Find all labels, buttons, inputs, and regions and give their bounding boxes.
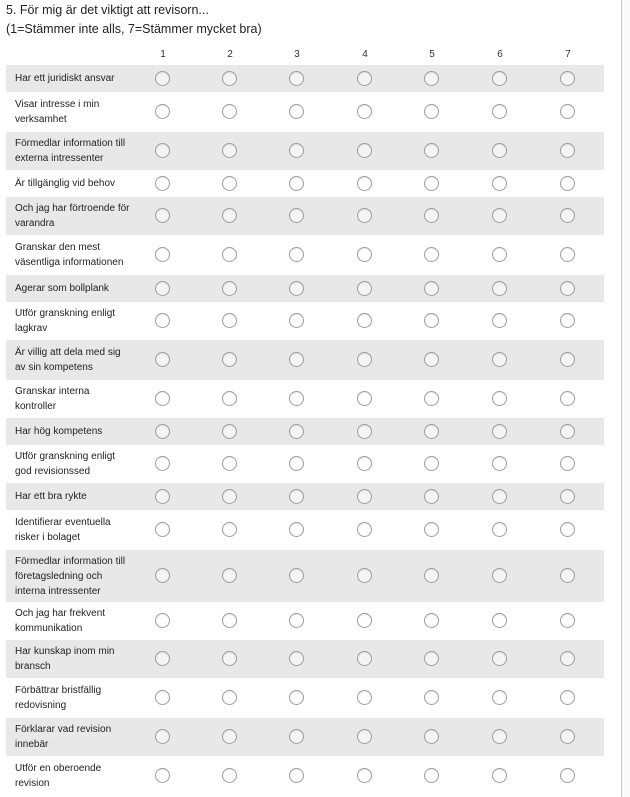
scale-label-4: 4 [362, 49, 368, 60]
radio-option-6[interactable] [492, 613, 507, 628]
row-label: Och jag har frekvent kommunikation [15, 608, 106, 634]
radio-option-3[interactable] [289, 313, 304, 328]
row-label: Identifierar eventuella risker i bolaget [15, 517, 111, 543]
row-label: Utför granskning enligt lagkrav [15, 308, 116, 334]
matrix-row [6, 197, 604, 235]
row-label: Visar intresse i min verksamhet [15, 99, 100, 125]
radio-option-3[interactable] [289, 281, 304, 296]
row-label: Förmedlar information till externa intressenter [15, 138, 126, 164]
radio-option-4[interactable] [357, 143, 372, 158]
radio-option-6[interactable] [492, 456, 507, 471]
radio-option-1[interactable] [155, 522, 170, 537]
radio-option-2[interactable] [222, 176, 237, 191]
radio-option-2[interactable] [222, 352, 237, 367]
radio-option-2[interactable] [222, 424, 237, 439]
matrix-row [6, 418, 604, 445]
matrix-row [6, 92, 604, 132]
radio-option-5[interactable] [424, 247, 439, 262]
radio-option-3[interactable] [289, 424, 304, 439]
radio-option-2[interactable] [222, 281, 237, 296]
radio-option-4[interactable] [357, 651, 372, 666]
radio-option-4[interactable] [357, 729, 372, 744]
radio-option-6[interactable] [492, 313, 507, 328]
radio-option-3[interactable] [289, 568, 304, 583]
radio-option-4[interactable] [357, 424, 372, 439]
radio-option-7[interactable] [560, 424, 575, 439]
radio-option-1[interactable] [155, 208, 170, 223]
radio-option-1[interactable] [155, 456, 170, 471]
row-label: Har hög kompetens [15, 426, 103, 437]
radio-option-5[interactable] [424, 768, 439, 783]
radio-option-6[interactable] [492, 489, 507, 504]
radio-option-1[interactable] [155, 729, 170, 744]
radio-option-6[interactable] [492, 352, 507, 367]
radio-option-1[interactable] [155, 143, 170, 158]
radio-option-5[interactable] [424, 522, 439, 537]
radio-option-6[interactable] [492, 104, 507, 119]
radio-option-1[interactable] [155, 391, 170, 406]
matrix-row [6, 756, 604, 796]
page-frame-edge [621, 0, 630, 797]
radio-option-7[interactable] [560, 729, 575, 744]
radio-option-2[interactable] [222, 568, 237, 583]
radio-option-4[interactable] [357, 247, 372, 262]
radio-option-3[interactable] [289, 71, 304, 86]
question-subtitle: (1=Stämmer inte alls, 7=Stämmer mycket bra) [6, 22, 262, 36]
radio-option-1[interactable] [155, 247, 170, 262]
radio-option-5[interactable] [424, 489, 439, 504]
radio-option-3[interactable] [289, 768, 304, 783]
matrix-rows [6, 65, 604, 796]
radio-option-2[interactable] [222, 690, 237, 705]
radio-option-2[interactable] [222, 729, 237, 744]
radio-option-5[interactable] [424, 568, 439, 583]
matrix-row [6, 65, 604, 92]
radio-option-2[interactable] [222, 104, 237, 119]
radio-option-3[interactable] [289, 391, 304, 406]
radio-option-1[interactable] [155, 281, 170, 296]
radio-option-5[interactable] [424, 313, 439, 328]
question-heading [6, 1, 262, 39]
radio-option-6[interactable] [492, 768, 507, 783]
radio-option-5[interactable] [424, 651, 439, 666]
radio-option-4[interactable] [357, 104, 372, 119]
row-label: Har ett bra rykte [15, 491, 87, 502]
radio-option-6[interactable] [492, 522, 507, 537]
radio-option-7[interactable] [560, 104, 575, 119]
row-label: Har ett juridiskt ansvar [15, 73, 115, 84]
radio-option-7[interactable] [560, 71, 575, 86]
row-label: Agerar som bollplank [15, 283, 109, 294]
radio-option-2[interactable] [222, 208, 237, 223]
radio-option-4[interactable] [357, 690, 372, 705]
matrix-row [6, 380, 604, 418]
radio-option-5[interactable] [424, 690, 439, 705]
scale-label-2: 2 [227, 49, 233, 60]
row-label: Granskar interna kontroller [15, 386, 90, 412]
radio-option-2[interactable] [222, 391, 237, 406]
radio-option-1[interactable] [155, 352, 170, 367]
radio-option-7[interactable] [560, 313, 575, 328]
radio-option-7[interactable] [560, 281, 575, 296]
radio-option-6[interactable] [492, 729, 507, 744]
radio-option-5[interactable] [424, 143, 439, 158]
radio-option-6[interactable] [492, 281, 507, 296]
row-label: Och jag har förtroende för varandra [15, 203, 130, 229]
matrix-row [6, 483, 604, 510]
radio-option-3[interactable] [289, 522, 304, 537]
radio-option-1[interactable] [155, 424, 170, 439]
radio-option-7[interactable] [560, 651, 575, 666]
radio-option-3[interactable] [289, 613, 304, 628]
radio-option-4[interactable] [357, 522, 372, 537]
radio-option-7[interactable] [560, 176, 575, 191]
matrix-row [6, 602, 604, 640]
radio-option-6[interactable] [492, 143, 507, 158]
radio-option-7[interactable] [560, 208, 575, 223]
matrix-row [6, 640, 604, 678]
radio-option-2[interactable] [222, 71, 237, 86]
matrix-row [6, 235, 604, 275]
radio-option-4[interactable] [357, 352, 372, 367]
radio-option-5[interactable] [424, 613, 439, 628]
radio-option-5[interactable] [424, 176, 439, 191]
radio-option-4[interactable] [357, 281, 372, 296]
radio-option-6[interactable] [492, 71, 507, 86]
row-label: Förklarar vad revision innebär [15, 724, 112, 750]
radio-option-3[interactable] [289, 690, 304, 705]
scale-label-6: 6 [497, 49, 503, 60]
radio-option-7[interactable] [560, 489, 575, 504]
radio-option-4[interactable] [357, 489, 372, 504]
row-label: Utför en oberoende revision [15, 763, 102, 789]
radio-option-4[interactable] [357, 456, 372, 471]
radio-option-7[interactable] [560, 352, 575, 367]
row-label: Förbättrar bristfällig redovisning [15, 685, 102, 711]
radio-option-6[interactable] [492, 690, 507, 705]
row-label: Utför granskning enligt god revisionssed [15, 451, 116, 477]
radio-option-5[interactable] [424, 71, 439, 86]
radio-option-6[interactable] [492, 247, 507, 262]
radio-option-3[interactable] [289, 247, 304, 262]
radio-option-4[interactable] [357, 568, 372, 583]
radio-option-4[interactable] [357, 71, 372, 86]
matrix-row [6, 340, 604, 380]
radio-option-4[interactable] [357, 313, 372, 328]
row-label: Granskar den mest väsentliga informationen [15, 242, 124, 268]
radio-option-7[interactable] [560, 522, 575, 537]
scale-label-5: 5 [429, 49, 435, 60]
matrix-row [6, 170, 604, 197]
radio-option-6[interactable] [492, 176, 507, 191]
radio-option-6[interactable] [492, 424, 507, 439]
radio-option-2[interactable] [222, 522, 237, 537]
radio-option-4[interactable] [357, 391, 372, 406]
matrix-row [6, 275, 604, 302]
radio-option-5[interactable] [424, 104, 439, 119]
radio-option-5[interactable] [424, 281, 439, 296]
radio-option-3[interactable] [289, 352, 304, 367]
radio-option-5[interactable] [424, 352, 439, 367]
radio-option-4[interactable] [357, 768, 372, 783]
question-title: 5. För mig är det viktigt att revisorn... [6, 3, 209, 17]
radio-option-3[interactable] [289, 176, 304, 191]
matrix-row [6, 132, 604, 170]
radio-option-1[interactable] [155, 768, 170, 783]
radio-option-7[interactable] [560, 768, 575, 783]
radio-option-1[interactable] [155, 568, 170, 583]
scale-header [6, 49, 604, 63]
radio-option-3[interactable] [289, 104, 304, 119]
scale-label-1: 1 [160, 49, 166, 60]
radio-option-3[interactable] [289, 489, 304, 504]
row-label: Är villig att dela med sig av sin kompetens [15, 347, 121, 373]
radio-option-1[interactable] [155, 71, 170, 86]
radio-option-2[interactable] [222, 613, 237, 628]
matrix-row [6, 678, 604, 718]
matrix-row [6, 445, 604, 483]
radio-option-7[interactable] [560, 247, 575, 262]
radio-option-4[interactable] [357, 208, 372, 223]
matrix-row [6, 510, 604, 550]
radio-option-6[interactable] [492, 651, 507, 666]
radio-option-3[interactable] [289, 729, 304, 744]
row-label: Förmedlar information till företagsledning och interna intressenter [15, 555, 126, 597]
radio-option-1[interactable] [155, 690, 170, 705]
radio-option-5[interactable] [424, 424, 439, 439]
radio-option-6[interactable] [492, 568, 507, 583]
radio-option-3[interactable] [289, 208, 304, 223]
radio-option-2[interactable] [222, 143, 237, 158]
radio-option-7[interactable] [560, 690, 575, 705]
radio-option-7[interactable] [560, 143, 575, 158]
radio-option-1[interactable] [155, 104, 170, 119]
radio-option-1[interactable] [155, 651, 170, 666]
radio-option-7[interactable] [560, 456, 575, 471]
radio-option-7[interactable] [560, 613, 575, 628]
matrix-row [6, 302, 604, 340]
radio-option-1[interactable] [155, 313, 170, 328]
radio-option-5[interactable] [424, 456, 439, 471]
matrix-row [6, 718, 604, 756]
radio-option-2[interactable] [222, 313, 237, 328]
radio-option-6[interactable] [492, 391, 507, 406]
radio-option-1[interactable] [155, 176, 170, 191]
radio-option-3[interactable] [289, 456, 304, 471]
radio-option-3[interactable] [289, 651, 304, 666]
radio-option-1[interactable] [155, 489, 170, 504]
radio-option-5[interactable] [424, 729, 439, 744]
radio-option-4[interactable] [357, 613, 372, 628]
radio-option-3[interactable] [289, 143, 304, 158]
radio-option-7[interactable] [560, 568, 575, 583]
radio-option-4[interactable] [357, 176, 372, 191]
radio-option-2[interactable] [222, 247, 237, 262]
matrix-row [6, 550, 604, 602]
radio-option-2[interactable] [222, 651, 237, 666]
scale-label-7: 7 [565, 49, 571, 60]
radio-option-5[interactable] [424, 208, 439, 223]
radio-option-1[interactable] [155, 613, 170, 628]
row-label: Har kunskap inom min bransch [15, 646, 115, 672]
row-label: Är tillgänglig vid behov [15, 178, 116, 189]
radio-option-2[interactable] [222, 489, 237, 504]
radio-option-2[interactable] [222, 456, 237, 471]
scale-label-3: 3 [294, 49, 300, 60]
radio-option-2[interactable] [222, 768, 237, 783]
radio-option-7[interactable] [560, 391, 575, 406]
radio-option-5[interactable] [424, 391, 439, 406]
radio-option-6[interactable] [492, 208, 507, 223]
